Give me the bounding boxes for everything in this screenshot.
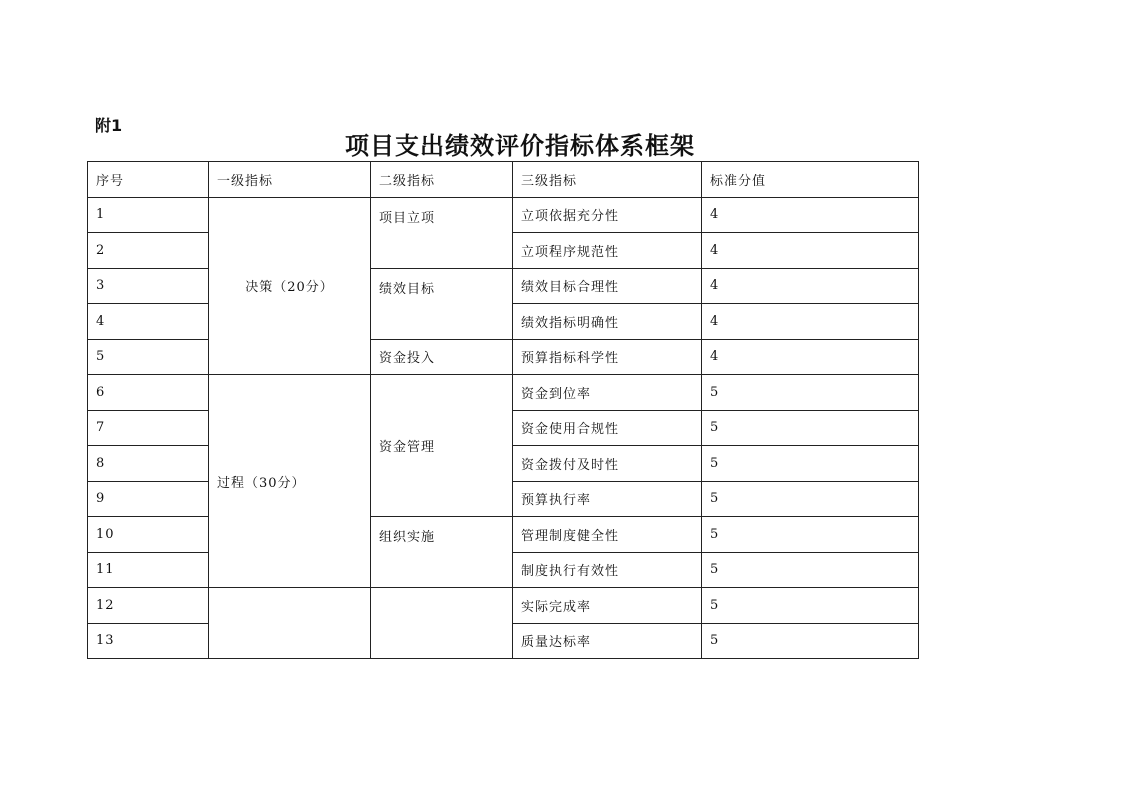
row-number: 4 <box>88 304 209 340</box>
table-row <box>88 588 919 624</box>
table-row <box>88 197 919 233</box>
level3-indicator-cell: 预算执行率 <box>513 481 702 517</box>
level2-indicator-cell <box>371 588 513 659</box>
level3-indicator-cell: 资金到位率 <box>513 375 702 411</box>
score-cell: 5 <box>702 588 919 624</box>
header-cell-level2: 二级指标 <box>371 162 513 198</box>
row-number: 3 <box>88 268 209 304</box>
level1-indicator-cell: 决策（20分） <box>209 197 371 375</box>
score-cell: 4 <box>702 304 919 340</box>
level3-indicator-cell: 质量达标率 <box>513 623 702 659</box>
level3-indicator-cell: 实际完成率 <box>513 588 702 624</box>
table-header-row <box>88 162 919 198</box>
row-number: 11 <box>88 552 209 588</box>
row-number: 5 <box>88 339 209 375</box>
level2-indicator-cell: 项目立项 <box>371 197 513 268</box>
level3-indicator-cell: 资金拨付及时性 <box>513 446 702 482</box>
page-title: 项目支出绩效评价指标体系框架 <box>345 131 695 160</box>
level1-indicator-cell <box>209 588 371 659</box>
level3-indicator-cell: 立项依据充分性 <box>513 197 702 233</box>
score-cell: 5 <box>702 552 919 588</box>
level3-indicator-cell: 绩效目标合理性 <box>513 268 702 304</box>
score-cell: 4 <box>702 339 919 375</box>
row-number: 2 <box>88 233 209 269</box>
table-row <box>88 375 919 411</box>
score-cell: 5 <box>702 623 919 659</box>
score-cell: 5 <box>702 517 919 553</box>
score-cell: 5 <box>702 446 919 482</box>
annex-label: 附1 <box>95 116 123 135</box>
row-number: 1 <box>88 197 209 233</box>
level3-indicator-cell: 资金使用合规性 <box>513 410 702 446</box>
row-number: 10 <box>88 517 209 553</box>
row-number: 7 <box>88 410 209 446</box>
row-number: 6 <box>88 375 209 411</box>
level2-indicator-cell: 绩效目标 <box>371 268 513 339</box>
score-cell: 5 <box>702 375 919 411</box>
score-cell: 4 <box>702 268 919 304</box>
row-number: 13 <box>88 623 209 659</box>
header-cell-no: 序号 <box>88 162 209 198</box>
row-number: 12 <box>88 588 209 624</box>
level3-indicator-cell: 立项程序规范性 <box>513 233 702 269</box>
header-cell-level1: 一级指标 <box>209 162 371 198</box>
row-number: 9 <box>88 481 209 517</box>
level1-indicator-cell: 过程（30分） <box>209 375 371 588</box>
score-cell: 5 <box>702 481 919 517</box>
level2-indicator-cell: 资金投入 <box>371 339 513 375</box>
header-cell-score: 标准分值 <box>702 162 919 198</box>
row-number: 8 <box>88 446 209 482</box>
level2-indicator-cell: 组织实施 <box>371 517 513 588</box>
indicator-table <box>87 161 919 659</box>
level3-indicator-cell: 预算指标科学性 <box>513 339 702 375</box>
header-cell-level3: 三级指标 <box>513 162 702 198</box>
level3-indicator-cell: 制度执行有效性 <box>513 552 702 588</box>
score-cell: 5 <box>702 410 919 446</box>
score-cell: 4 <box>702 233 919 269</box>
level3-indicator-cell: 管理制度健全性 <box>513 517 702 553</box>
level2-indicator-cell: 资金管理 <box>371 375 513 517</box>
score-cell: 4 <box>702 197 919 233</box>
level3-indicator-cell: 绩效指标明确性 <box>513 304 702 340</box>
